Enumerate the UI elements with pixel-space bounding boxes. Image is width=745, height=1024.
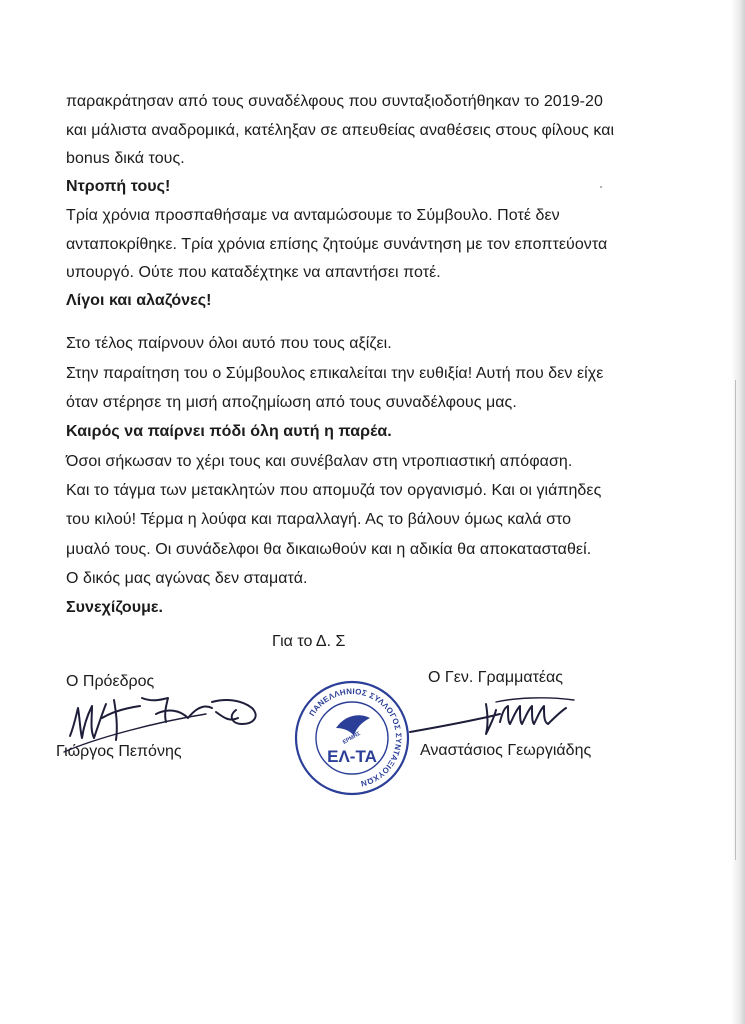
body-line: Όσοι σήκωσαν το χέρι τους και συνέβαλαν στη ντροπιαστική απόφαση. — [66, 453, 573, 470]
president-name: Γιώργος Πεπόνης — [56, 743, 182, 760]
body-heading: Λίγοι και αλαζόνες! — [66, 292, 212, 309]
president-signature — [56, 678, 276, 758]
secretary-signature — [404, 688, 594, 748]
body-heading: Συνεχίζουμε. — [66, 599, 164, 616]
scan-speck — [600, 186, 602, 188]
stamp-ring-text: ΠΑΝΕΛΛΗΝΙΟΣ ΣΥΛΛΟΓΟΣ ΣΥΝΤΑΞΙΟΥΧΩΝ — [307, 686, 404, 789]
stamp-logo-text: ΕΛ-ΤΑ — [327, 747, 377, 766]
scan-edge-line — [735, 380, 736, 860]
body-line: Στην παραίτηση του ο Σύμβουλος επικαλείται την ευθιξία! Αυτή που δεν είχε — [66, 365, 604, 382]
scan-edge-shadow — [731, 0, 745, 1024]
body-line: Ο δικός μας αγώνας δεν σταματά. — [66, 570, 308, 587]
body-line: και μάλιστα αναδρομικά, κατέληξαν σε απευθείας αναθέσεις στους φίλους και — [66, 122, 615, 139]
body-line: όταν στέρησε τη μισή αποζημίωση από τους συναδέλφους μας. — [66, 394, 517, 411]
hermes-wing-icon — [336, 715, 370, 736]
body-line: Στο τέλος παίρνουν όλοι αυτό που τους αξίζει. — [66, 335, 392, 352]
association-stamp — [292, 678, 412, 798]
body-heading: Ντροπή τους! — [66, 178, 171, 195]
body-line: Και το τάγμα των μετακλητών που απομυζά τον οργανισμό. Και οι γιάπηδες — [66, 482, 602, 499]
body-line: παρακράτησαν από τους συναδέλφους που συνταξιοδοτήθηκαν το 2019-20 — [66, 93, 603, 110]
president-title: Ο Πρόεδρος — [66, 673, 155, 690]
body-line: Τρία χρόνια προσπαθήσαμε να ανταμώσουμε το Σύμβουλο. Ποτέ δεν — [66, 207, 560, 224]
body-line: bonus δικά τους. — [66, 150, 185, 167]
stamp-small-text: ΕΡΜΗΣ — [342, 730, 362, 746]
secretary-title: Ο Γεν. Γραμματέας — [428, 669, 563, 686]
body-heading: Καιρός να παίρνει πόδι όλη αυτή η παρέα. — [66, 423, 392, 440]
board-signoff: Για το Δ. Σ — [272, 633, 346, 650]
body-line: μυαλό τους. Οι συνάδελφοι θα δικαιωθούν και η αδικία θα αποκατασταθεί. — [66, 541, 592, 558]
body-line: υπουργό. Ούτε που καταδέχτηκε να απαντήσει ποτέ. — [66, 264, 441, 281]
body-line: ανταποκρίθηκε. Τρία χρόνια επίσης ζητούμε συνάντηση με τον εποπτεύοντα — [66, 236, 608, 253]
secretary-name: Αναστάσιος Γεωργιάδης — [420, 742, 592, 759]
body-line: του κιλού! Τέρμα η λούφα και παραλλαγή. Ας το βάλουν όμως καλά στο — [66, 511, 572, 528]
